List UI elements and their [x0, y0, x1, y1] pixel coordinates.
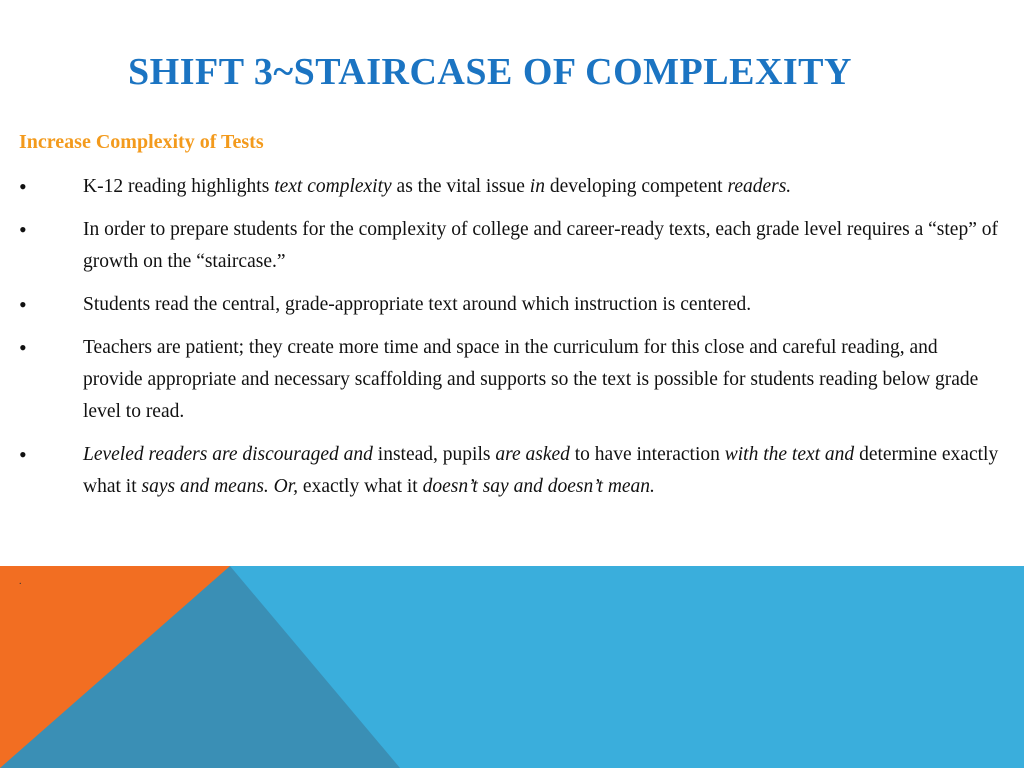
bullet-list	[19, 171, 999, 514]
bullet-text-italic: doesn’t say and doesn’t mean.	[422, 476, 655, 497]
bullet-text-italic: text complexity	[274, 176, 392, 197]
bullet-text-italic: Leveled readers are discouraged and	[83, 444, 373, 465]
bullet-item	[19, 171, 999, 203]
footer-mark: .	[19, 576, 22, 587]
bullet-dot: •	[19, 174, 27, 199]
bullet-text-italic: readers.	[727, 176, 792, 197]
bullet-text-italic: in	[529, 176, 545, 197]
bullet-item	[19, 214, 999, 278]
slide-title: SHIFT 3~STAIRCASE OF COMPLEXITY	[128, 51, 852, 93]
bullet-dot: •	[19, 292, 27, 317]
bullet-text: determine exactly what it	[83, 444, 999, 497]
bullet-dot: •	[19, 217, 27, 242]
bullet-text-italic: says and means. Or,	[141, 476, 299, 497]
bullet-text: exactly what it	[298, 476, 423, 497]
bullet-text-italic: with the text and	[724, 444, 855, 465]
bullet-text: In order to prepare students for the complexity of college and career‑ready texts, each grade level requires a “step” of growth on the “staircase.”	[83, 219, 998, 272]
bullet-text: Teachers are patient; they create more time and space in the curriculum for this close and careful reading, and provide appropriate and necessary scaffolding and supports so the text is possible for students reading below grade level to read.	[83, 337, 979, 422]
bullet-text-italic: are asked	[495, 444, 570, 465]
bullet-item	[19, 332, 999, 428]
bullet-dot: •	[19, 442, 27, 467]
bullet-item	[19, 289, 999, 321]
bullet-text: as the vital issue	[391, 176, 530, 197]
bullet-text: Students read the central, grade‑appropriate text around which instruction is centered.	[83, 294, 752, 315]
bullet-item	[19, 439, 999, 503]
bullet-text: instead, pupils	[372, 444, 496, 465]
bullet-text: K‑12 reading highlights	[83, 176, 275, 197]
bullet-text: developing competent	[544, 176, 728, 197]
bullet-text: to have interaction	[569, 444, 725, 465]
bullet-dot: •	[19, 335, 27, 360]
slide-subtitle: Increase Complexity of Tests	[19, 131, 264, 153]
decorative-band	[0, 566, 1024, 768]
